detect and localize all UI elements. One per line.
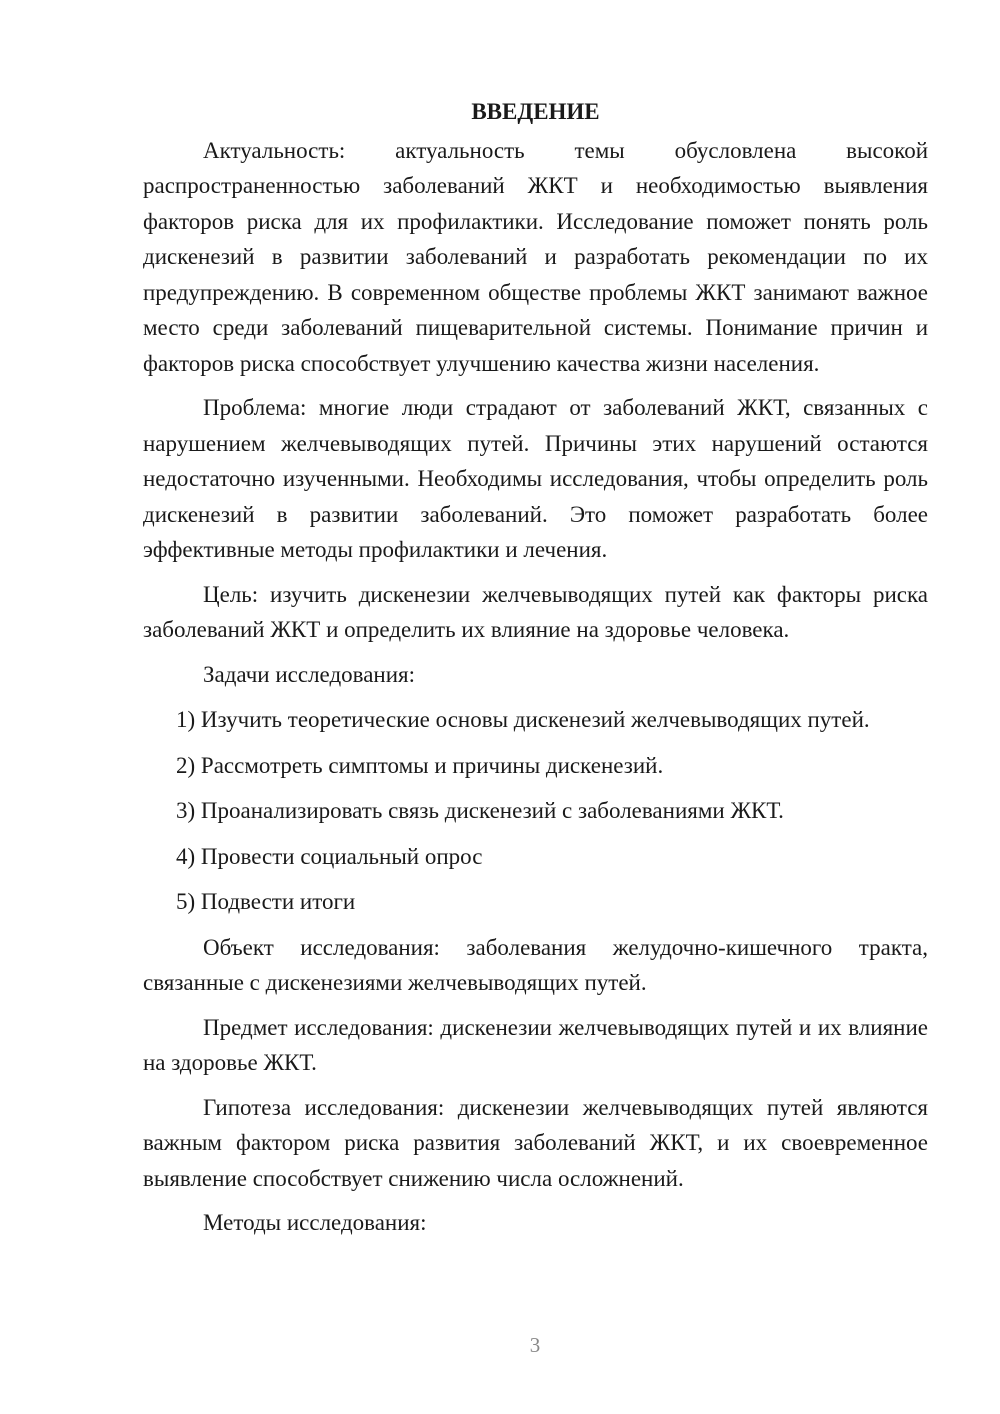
list-item: 3) Проанализировать связь дискенезий с заболеваниями ЖКТ. <box>176 798 784 823</box>
tasks-heading: Задачи исследования: <box>203 661 416 687</box>
list-item: 5) Подвести итоги <box>176 889 356 914</box>
list-item: 2) Рассмотреть симптомы и причины дискенезий. <box>176 752 664 778</box>
list-item: 4) Провести социальный опрос <box>176 843 483 869</box>
hypothesis-paragraph: Гипотеза исследования: дискенезии желчевыводящих путей являются важным фактором риска развития заболеваний ЖКТ, и их своевременное выявление способствует снижению числа осложнений. <box>143 1094 928 1191</box>
goal-paragraph: Цель: изучить дискенезии желчевыводящих путей как факторы риска заболеваний ЖКТ и определить их влияние на здоровье человека. <box>143 581 928 642</box>
problem-paragraph: Проблема: многие люди страдают от заболеваний ЖКТ, связанных с нарушением желчевыводящих путей. Причины этих нарушений остаются недостаточно изученными. Необходимы исследования, чтобы определить роль дискенезий в развитии заболеваний. Это поможет разработать более эффективные методы профилактики и лечения. <box>143 395 928 562</box>
page-title: ВВЕДЕНИЕ <box>471 99 600 124</box>
page-content <box>143 94 928 1250</box>
relevance-paragraph: Актуальность: актуальность темы обусловлена высокой распространенностью заболеваний ЖКТ и необходимостью выявления факторов риска для их профилактики. Исследование поможет понять роль дискенезий в развитии заболеваний и разработать рекомендации по их предупреждению. В современном обществе проблемы ЖКТ занимают важное место среди заболеваний пищеварительной системы. Понимание причин и факторов риска способствует улучшению качества жизни населения. <box>143 137 928 376</box>
tasks-list <box>143 702 928 920</box>
subject-paragraph: Предмет исследования: дискенезии желчевыводящих путей и их влияние на здоровье ЖКТ. <box>143 1014 928 1075</box>
page-number: 3 <box>529 1333 541 1357</box>
object-paragraph: Объект исследования: заболевания желудочно-кишечного тракта, связанные с дискенезиями желчевыводящих путей. <box>143 934 928 995</box>
list-item: 1) Изучить теоретические основы дискенезий желчевыводящих путей. <box>176 707 870 732</box>
methods-heading: Методы исследования: <box>203 1210 427 1235</box>
